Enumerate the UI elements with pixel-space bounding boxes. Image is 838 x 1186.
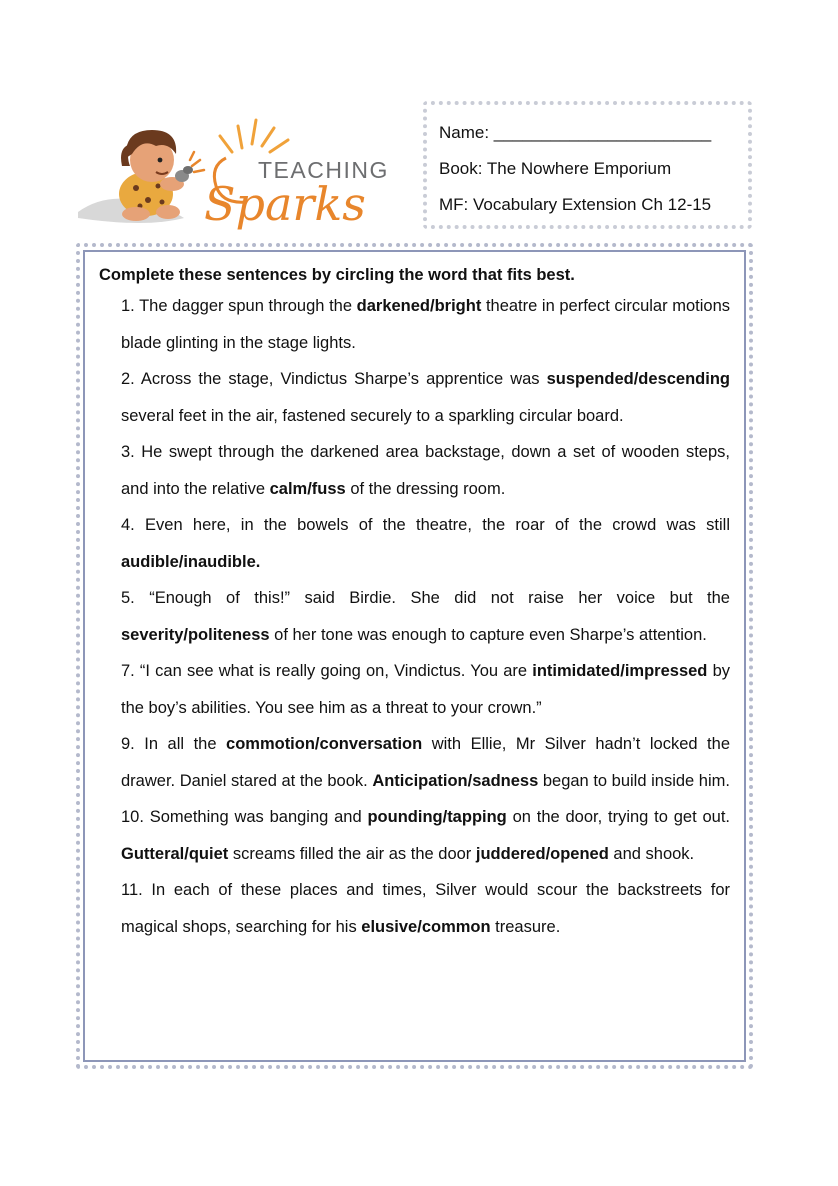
word-choice[interactable]: Anticipation/sadness bbox=[372, 771, 539, 790]
student-info-box bbox=[423, 101, 752, 229]
question-11: 11. In each of these places and times, Silver would scour the backstreets for magical shops, searching for his elusive/common treasure. bbox=[121, 881, 730, 936]
question-5: 5. “Enough of this!” said Birdie. She did not raise her voice but the severity/politeness of her tone was enough to capture even Sharpe’s attention. bbox=[121, 589, 730, 644]
svg-text:TEACHING: TEACHING bbox=[258, 157, 389, 183]
word-choice[interactable]: pounding/tapping bbox=[367, 808, 507, 826]
question-4: 4. Even here, in the bowels of the theatre, the roar of the crowd was still audible/inaudible. bbox=[121, 516, 730, 571]
worksheet-frame bbox=[76, 243, 753, 1069]
word-choice[interactable]: audible/inaudible. bbox=[121, 552, 261, 571]
worksheet-content bbox=[83, 250, 746, 1062]
name-field-label: Name: _______________________ bbox=[439, 123, 712, 142]
question-2: 2. Across the stage, Vindictus Sharpe’s apprentice was suspended/descending several feet in the air, fastened securely to a sparkling circular board. bbox=[121, 370, 730, 425]
word-choice[interactable]: severity/politeness bbox=[121, 625, 270, 644]
question-9: 9. In all the commotion/conversation with Ellie, Mr Silver hadn’t locked the drawer. Daniel stared at the book. Anticipation/sadness began to build inside him. bbox=[121, 735, 730, 790]
word-choice[interactable]: darkened/bright bbox=[356, 297, 482, 315]
teaching-sparks-logo bbox=[76, 108, 396, 236]
word-choice[interactable]: elusive/common bbox=[361, 917, 491, 936]
book-label: Book: The Nowhere Emporium bbox=[439, 159, 672, 178]
word-choice[interactable]: suspended/descending bbox=[546, 370, 730, 388]
word-choice[interactable]: calm/fuss bbox=[269, 479, 346, 498]
svg-text:Sparks: Sparks bbox=[204, 177, 366, 231]
question-3: 3. He swept through the darkened area backstage, down a set of wooden steps, and into the relative calm/fuss of the dressing room. bbox=[121, 443, 730, 498]
question-10: 10. Something was banging and pounding/tapping on the door, trying to get out. Gutteral/quiet screams filled the air as the door juddered/opened and shook. bbox=[121, 808, 730, 863]
question-1: 1. The dagger spun through the darkened/bright theatre in perfect circular motions blade glinting in the stage lights. bbox=[121, 297, 730, 352]
word-choice[interactable]: juddered/opened bbox=[475, 844, 609, 863]
mf-label: MF: Vocabulary Extension Ch 12-15 bbox=[439, 195, 712, 214]
word-choice[interactable]: intimidated/impressed bbox=[532, 662, 708, 680]
word-choice[interactable]: commotion/conversation bbox=[226, 735, 423, 753]
word-choice[interactable]: Gutteral/quiet bbox=[121, 844, 229, 863]
caveman-mascot-icon bbox=[76, 108, 396, 236]
question-7: 7. “I can see what is really going on, Vindictus. You are intimidated/impressed by the boy’s abilities. You see him as a threat to your crown.” bbox=[121, 662, 730, 717]
instructions: Complete these sentences by circling the word that fits best. bbox=[99, 266, 575, 284]
